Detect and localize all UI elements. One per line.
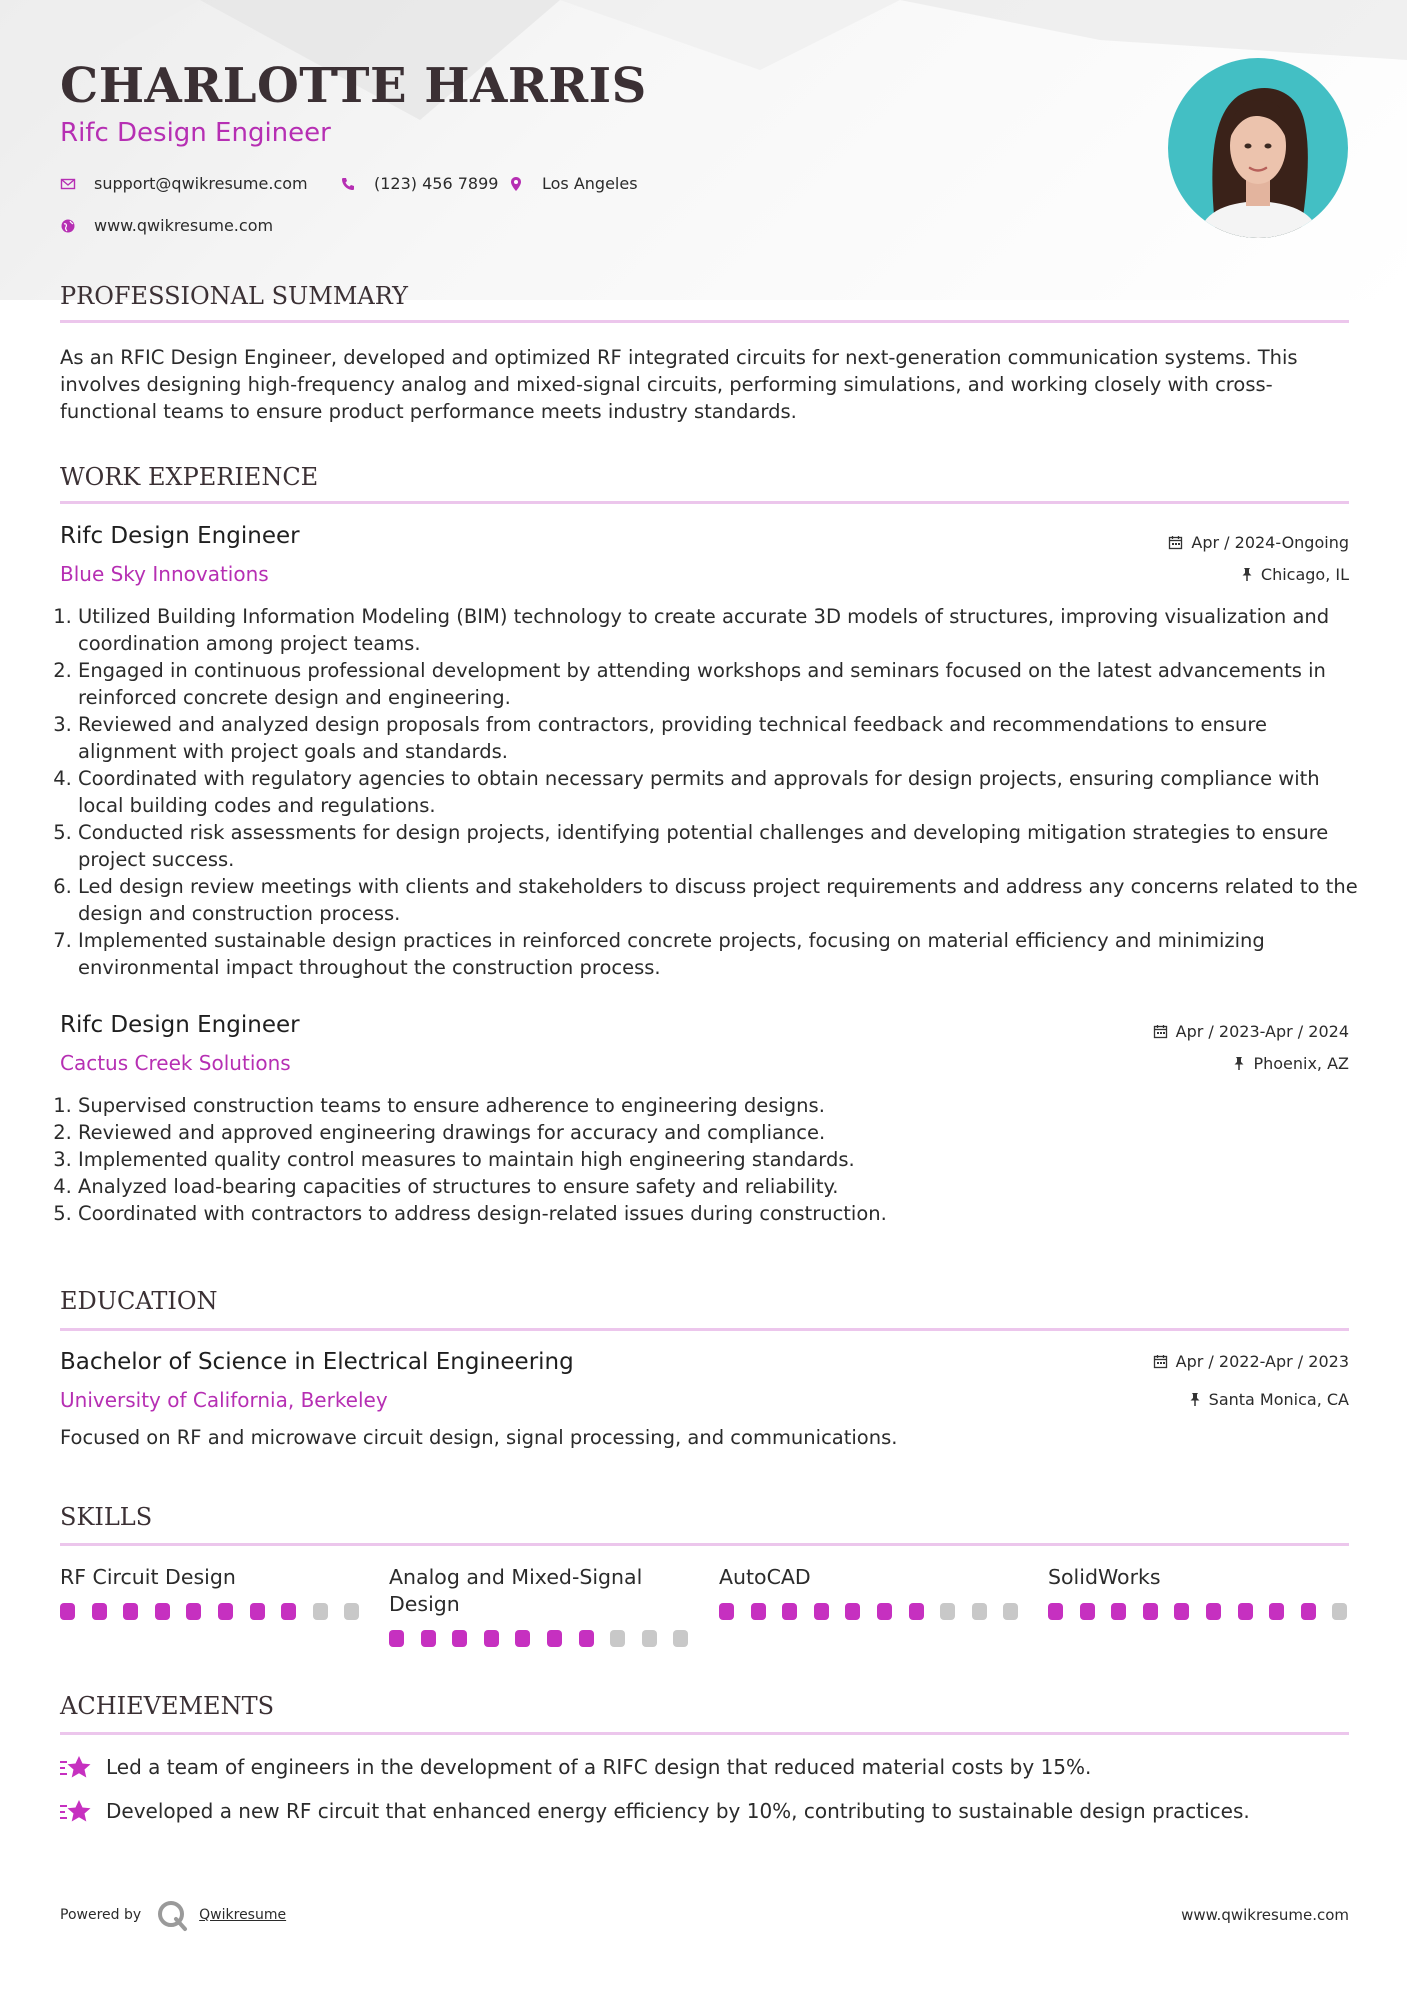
skill-dot-empty: [610, 1630, 625, 1647]
calendar-icon: [1153, 1024, 1168, 1039]
candidate-name: CHARLOTTE HARRIS: [60, 58, 647, 114]
school-name: University of California, Berkeley: [60, 1388, 388, 1412]
skill-rating: [1048, 1603, 1364, 1620]
skill-dot-filled: [281, 1603, 296, 1620]
skill-dot-empty: [940, 1603, 955, 1620]
job-title: Rifc Design Engineer: [60, 1012, 300, 1038]
skill-dot-filled: [1111, 1603, 1126, 1620]
calendar-icon: [1153, 1354, 1168, 1369]
calendar-icon: [1168, 535, 1183, 550]
education-location: [1189, 1390, 1349, 1409]
summary-heading: PROFESSIONAL SUMMARY: [60, 282, 408, 310]
skill-dot-filled: [250, 1603, 265, 1620]
education-dates: [1153, 1352, 1349, 1371]
skill-name: AutoCAD: [719, 1565, 811, 1589]
pushpin-icon: [1189, 1392, 1201, 1407]
skill-name: Analog and Mixed-Signal Design: [389, 1565, 643, 1616]
skill-dot-filled: [547, 1630, 562, 1647]
pushpin-icon: [1241, 567, 1253, 582]
experience-heading: WORK EXPERIENCE: [60, 463, 319, 491]
list-item: 7. Implemented sustainable design practices in reinforced concrete projects, focusing on material efficiency and minimizing environmental impact throughout the construction process.: [78, 927, 1367, 981]
education-heading: EDUCATION: [60, 1287, 218, 1315]
skill-dot-filled: [389, 1630, 404, 1647]
job-dates: [1153, 1022, 1349, 1041]
skill-name: RF Circuit Design: [60, 1565, 236, 1589]
skill-dot-filled: [877, 1603, 892, 1620]
achievement-item: [60, 1754, 1091, 1780]
skill-dot-empty: [1003, 1603, 1018, 1620]
job-dates-text: Apr / 2023-Apr / 2024: [1175, 1022, 1349, 1041]
skill-name: SolidWorks: [1048, 1565, 1161, 1589]
skill-dot-empty: [313, 1603, 328, 1620]
achievement-item: [60, 1798, 1250, 1824]
job-dates-text: Apr / 2024-Ongoing: [1191, 533, 1349, 552]
skill-dot-filled: [579, 1630, 594, 1647]
qwikresume-logo-icon: [155, 1898, 189, 1932]
star-icon: [60, 1754, 92, 1780]
skill-dot-filled: [60, 1603, 75, 1620]
skill-dot-filled: [1269, 1603, 1284, 1620]
contact-location: [508, 174, 638, 193]
skill-dot-filled: [751, 1603, 766, 1620]
education-divider: [60, 1328, 1349, 1331]
skill-dot-filled: [218, 1603, 233, 1620]
skill-dot-filled: [1174, 1603, 1189, 1620]
skill-dot-filled: [1301, 1603, 1316, 1620]
contact-website[interactable]: [60, 216, 273, 235]
skills-divider: [60, 1543, 1349, 1546]
list-item: 6. Led design review meetings with clients and stakeholders to discuss project requirements and address any concerns related to the design and construction process.: [78, 873, 1367, 927]
avatar-illustration: [1168, 58, 1348, 238]
skill-dot-empty: [1332, 1603, 1347, 1620]
list-item: 4. Analyzed load-bearing capacities of structures to ensure safety and reliability.: [78, 1173, 1367, 1200]
skill-dot-empty: [344, 1603, 359, 1620]
list-item: 1. Utilized Building Information Modeling (BIM) technology to create accurate 3D models of structures, improving visualization and coordination among project teams.: [78, 603, 1367, 657]
skill-dot-filled: [814, 1603, 829, 1620]
map-pin-icon: [508, 176, 524, 192]
skill-dot-filled: [1238, 1603, 1253, 1620]
skill-dot-filled: [909, 1603, 924, 1620]
skill-dot-filled: [421, 1630, 436, 1647]
job-responsibilities: [60, 1092, 1367, 1227]
skill-dot-filled: [845, 1603, 860, 1620]
footer-website[interactable]: www.qwikresume.com: [1181, 1906, 1349, 1924]
list-item: 5. Conducted risk assessments for design projects, identifying potential challenges and developing mitigation strategies to ensure project success.: [78, 819, 1367, 873]
education-description: Focused on RF and microwave circuit design, signal processing, and communications.: [60, 1426, 898, 1449]
powered-by-label: Powered by: [60, 1907, 142, 1923]
skill-dot-filled: [1048, 1603, 1063, 1620]
phone-icon: [340, 176, 356, 192]
skill-dot-empty: [972, 1603, 987, 1620]
skill-rating: [60, 1603, 376, 1620]
skill-rating: [719, 1603, 1035, 1620]
pushpin-icon: [1233, 1056, 1245, 1071]
list-item: 4. Coordinated with regulatory agencies to obtain necessary permits and approvals for design projects, ensuring compliance with local building codes and regulations.: [78, 765, 1367, 819]
footer-powered-by: [60, 1898, 286, 1932]
location-text: Los Angeles: [542, 174, 638, 193]
phone-text: (123) 456 7899: [374, 174, 499, 193]
job-title: Rifc Design Engineer: [60, 523, 300, 549]
skill-dot-filled: [782, 1603, 797, 1620]
degree-title: Bachelor of Science in Electrical Engineering: [60, 1349, 574, 1375]
achievements-divider: [60, 1732, 1349, 1735]
list-item: 5. Coordinated with contractors to address design-related issues during construction.: [78, 1200, 1367, 1227]
company-name: Cactus Creek Solutions: [60, 1051, 291, 1075]
skills-heading: SKILLS: [60, 1503, 153, 1531]
skill-dot-empty: [673, 1630, 688, 1647]
list-item: 3. Implemented quality control measures to maintain high engineering standards.: [78, 1146, 1367, 1173]
job-location-text: Phoenix, AZ: [1253, 1054, 1349, 1073]
email-text: support@qwikresume.com: [94, 174, 308, 193]
company-name: Blue Sky Innovations: [60, 562, 269, 586]
candidate-title: Rifc Design Engineer: [60, 118, 331, 148]
list-item: 2. Reviewed and approved engineering drawings for accuracy and compliance.: [78, 1119, 1367, 1146]
skill-dot-filled: [1143, 1603, 1158, 1620]
skill-dot-filled: [1080, 1603, 1095, 1620]
skill-dot-empty: [642, 1630, 657, 1647]
skill-dot-filled: [515, 1630, 530, 1647]
star-icon: [60, 1798, 92, 1824]
experience-divider: [60, 501, 1349, 504]
job-location: [1241, 565, 1349, 584]
website-text: www.qwikresume.com: [94, 216, 274, 235]
profile-photo: [1168, 58, 1348, 238]
skill-dot-filled: [92, 1603, 107, 1620]
education-dates-text: Apr / 2022-Apr / 2023: [1175, 1352, 1349, 1371]
envelope-icon: [60, 176, 76, 192]
summary-divider: [60, 320, 1349, 323]
summary-text: As an RFIC Design Engineer, developed and optimized RF integrated circuits for next-generation communication systems. This involves designing high-frequency analog and mixed-signal circuits, performing simulations, and working closely with cross-functional teams to ensure product performance meets industry standards.: [60, 346, 1298, 423]
list-item: 3. Reviewed and analyzed design proposals from contractors, providing technical feedback and recommendations to ensure alignment with project goals and standards.: [78, 711, 1367, 765]
achievement-text: Led a team of engineers in the development of a RIFC design that reduced material costs by 15%.: [106, 1755, 1092, 1779]
skill-dot-filled: [155, 1603, 170, 1620]
globe-icon: [60, 218, 76, 234]
skill-dot-filled: [719, 1603, 734, 1620]
education-location-text: Santa Monica, CA: [1208, 1390, 1349, 1409]
job-location-text: Chicago, IL: [1260, 565, 1349, 584]
resume-page: [60, 0, 1358, 1990]
skill-dot-filled: [484, 1630, 499, 1647]
job-location: [1233, 1054, 1349, 1073]
job-dates: [1168, 533, 1349, 552]
list-item: 2. Engaged in continuous professional development by attending workshops and seminars focused on the latest advancements in reinforced concrete design and engineering.: [78, 657, 1367, 711]
contact-phone[interactable]: [340, 174, 498, 193]
contact-email[interactable]: [60, 174, 308, 193]
skill-dot-filled: [123, 1603, 138, 1620]
skill-dot-filled: [186, 1603, 201, 1620]
achievement-text: Developed a new RF circuit that enhanced energy efficiency by 10%, contributing to sustainable design practices.: [106, 1799, 1250, 1823]
qwikresume-link[interactable]: Qwikresume: [199, 1907, 287, 1923]
skill-rating: [389, 1630, 705, 1647]
list-item: 1. Supervised construction teams to ensure adherence to engineering designs.: [78, 1092, 1367, 1119]
achievements-heading: ACHIEVEMENTS: [60, 1692, 275, 1720]
job-responsibilities: [60, 603, 1367, 981]
skill-dot-filled: [452, 1630, 467, 1647]
skill-dot-filled: [1206, 1603, 1221, 1620]
